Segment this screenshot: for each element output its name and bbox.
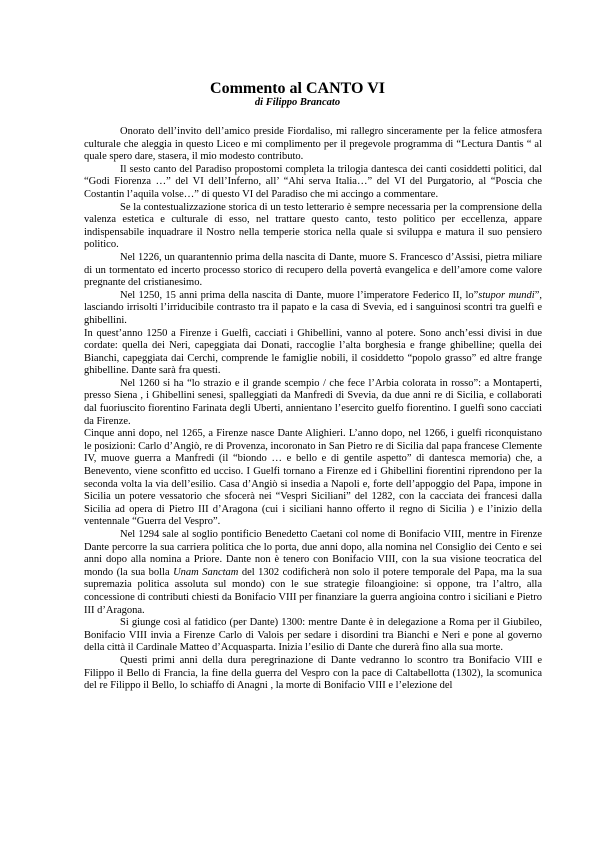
paragraph: Il sesto canto del Paradiso propostomi completa la trilogia dantesca dei canti cosiddetti politici, dal “Godi Fiorenza …” del VI dell’Inferno, all’ “Ahi serva Italia…” del VI del Purgatorio, al “Poscia che Costantin l’aquila volse…” di questo VI del Paradiso che mi accingo a commentare. bbox=[84, 163, 542, 200]
paragraph: Nel 1260 si ha “lo strazio e il grande scempio / che fece l’Arbia colorata in rosso”: a Montaperti, presso Siena , i Ghibellini senesi, spalleggiati da Manfredi di Svevia, da due anni re di Sicilia, e collaborati dal fuoriuscito fiorentino Farinata degli Uberti, annientano l’esercito guelfo fiorentino. I guelfi sono cacciati da Firenze. bbox=[84, 377, 542, 427]
document-body bbox=[84, 126, 542, 693]
italic-phrase: stupor mundi bbox=[478, 289, 535, 301]
paragraph: Cinque anni dopo, nel 1265, a Firenze nasce Dante Alighieri. L’anno dopo, nel 1266, i guelfi riconquistano le posizioni: Carlo d’Angiò, re di Provenza, incoronato in San Pietro re di Sicilia dal papa francese Clemente IV, muove guerra a Manfredi (il “biondo … e bello e di gentile aspetto” di dantesca memoria) che, a Benevento, viene sconfitto ed ucciso. I Guelfi tornano a Firenze ed i Ghibellini fiorentini riprendono per la seconda volta la via dell’esilio. Casa d’Angiò si insedia a Napoli e, forte dell’appoggio del Papa, impone in Sicilia un potere vessatorio che sfocerà nei “Vespri Siciliani” del 1282, con la cacciata dei francesi dalla Sicilia ad opera di Pietro III d’Aragona (cui i siciliani hanno offerto il regno di Sicilia ) e l’inizio della ventennale “Guerra del Vespro”. bbox=[84, 428, 542, 528]
paragraph: Se la contestualizzazione storica di un testo letterario è sempre necessaria per la comprensione della valenza estetica e culturale di esso, nel trattare questo canto, testo politico per eccellenza, appare indispensabile inquadrare il Nostro nella temperie storica nella quale si sviluppa e matura il suo pensiero politico. bbox=[84, 201, 542, 251]
page-subtitle: di Filippo Brancato bbox=[254, 97, 341, 108]
paragraph-text: del 1302 codificherà non solo il potere temporale del Papa, ma la sua supremazia politica assoluta sul mondo) con le sue strategie filoangioine: si oppone, tra l’altro, alla concessione di contributi chiesti da Bonifacio VIII per finanziare la guerra angioina contro i siciliani e Pietro III d’Aragona. bbox=[84, 566, 543, 616]
paragraph bbox=[84, 529, 542, 617]
paragraph bbox=[84, 290, 542, 328]
paragraph-text: Nel 1250, 15 anni prima della nascita di Dante, muore l’imperatore Federico II, lo” bbox=[120, 289, 479, 301]
paragraph: In quest’anno 1250 a Firenze i Guelfi, cacciati i Ghibellini, vanno al potere. Sono anch’essi divisi in due cordate: quella dei Neri, capeggiata dai Donati, raccoglie l’alta borghesia e frange ghibelline; quella dei Bianchi, capeggiata dai Cerchi, comprende le famiglie nobili, il cosiddetto “popolo grasso” ed altre frange ghibelline. Dante sarà fra questi. bbox=[84, 327, 542, 377]
paragraph-text: Nel 1294 sale al soglio pontificio Benedetto Caetani col nome di Bonifacio VIII, mentre in Firenze Dante percorre la sua carriera politica che lo porta, due anni dopo, alla nomina nel Consiglio dei Cento e sei anni dopo alla nomina a Priore. Dante non è tenero con Bonifacio VIII, con la sua visione teocratica del mondo (la sua bolla bbox=[84, 529, 542, 578]
italic-phrase: Unam Sanctam bbox=[173, 566, 239, 578]
paragraph: Nel 1226, un quarantennio prima della nascita di Dante, muore S. Francesco d’Assisi, pietra miliare di un tormentato ed incerto processo storico di recupero della povertà evangelica e dell’amore come valore pregnante del cristianesimo. bbox=[84, 251, 542, 289]
paragraph: Questi primi anni della dura peregrinazione di Dante vedranno lo scontro tra Bonifacio VIII e Filippo il Bello di Francia, la fine della guerra del Vespro con la pace di Caltabellotta (1302), la scomunica del re Filippo il Bello, lo schiaffo di Anagni , la morte di Bonifacio VIII e l’elezione del bbox=[84, 654, 542, 692]
page-title: Commento al CANTO VI bbox=[210, 80, 385, 97]
paragraph: Onorato dell’invito dell’amico preside Fiordaliso, mi rallegro sinceramente per la felice atmosfera culturale che aleggia in questo Liceo e mi complimento per il pregevole programma di “Lectura Dantis “ al quale spero dare, stasera, il mio modesto contributo. bbox=[84, 126, 542, 163]
paragraph: Si giunge così al fatidico (per Dante) 1300: mentre Dante è in delegazione a Roma per il Giubileo, Bonifacio VIII invia a Firenze Carlo di Valois per sedare i disordini tra Bianchi e Neri e pone al governo della città il Cardinale Matteo d’Acquasparta. Inizia l’esilio di Dante che durerà fino alla sua morte. bbox=[84, 617, 542, 654]
paragraph-text: ”, lasciando irrisolti l’irriducibile contrasto tra il papato e la casa di Svevia, ed i sanguinosi scontri tra guelfi e ghibellini. bbox=[84, 289, 543, 326]
